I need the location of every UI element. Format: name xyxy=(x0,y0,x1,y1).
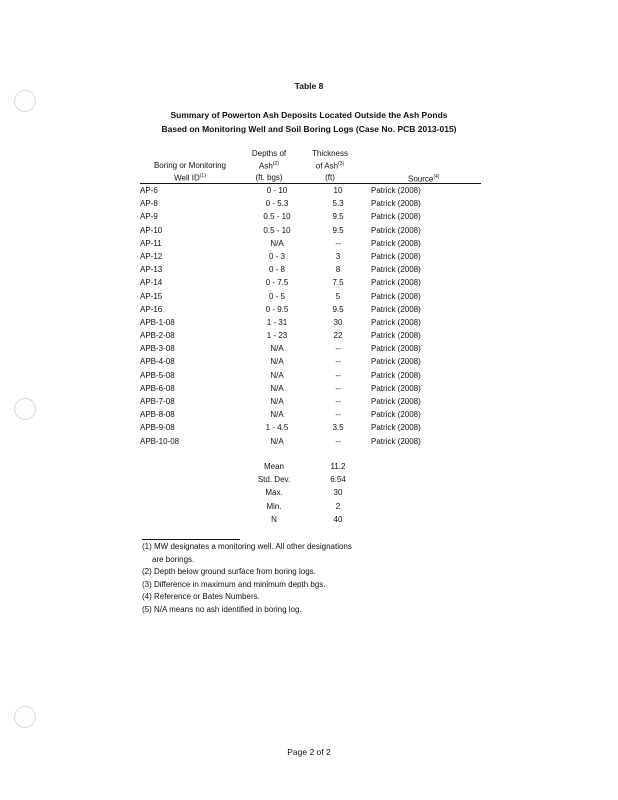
cell-well-id: APB-9-08 xyxy=(140,423,175,433)
header-rule xyxy=(140,183,481,184)
header-thickness-line1: Thickness xyxy=(311,149,348,158)
cell-depth: 0 - 5.3 xyxy=(265,199,289,209)
cell-depth: N/A xyxy=(270,357,284,367)
cell-well-id: APB-7-08 xyxy=(140,397,175,406)
header-depths-line2: Ash$^{(2)}$ xyxy=(259,161,279,171)
cell-source: Patrick (2008) xyxy=(371,265,421,275)
header-boring-id-line1: Boring or Monitoring xyxy=(153,161,227,170)
cell-thickness: 5.3 xyxy=(332,199,344,209)
cell-source: Patrick (2008) xyxy=(371,331,421,341)
cell-depth: 0 - 9.5 xyxy=(265,304,289,314)
cell-depth: N/A xyxy=(270,238,284,248)
table-summary-line-2: Based on Monitoring Well and Soil Boring Logs (Case No. PCB 2013-015) xyxy=(161,124,457,134)
cell-thickness: 3 xyxy=(335,251,341,261)
footnote-1-continued: are borings. xyxy=(152,554,195,564)
cell-depth: 1 - 23 xyxy=(266,331,288,341)
punch-hole-top xyxy=(14,90,36,112)
footnotes xyxy=(142,541,352,616)
cell-well-id: AP-9 xyxy=(140,212,158,222)
cell-depth: N/A xyxy=(270,397,284,406)
cell-thickness: 9.5 xyxy=(332,212,344,222)
cell-source: Patrick (2008) xyxy=(371,225,421,235)
cell-thickness: 8 xyxy=(335,265,341,275)
header-thickness xyxy=(308,148,352,183)
footnote-rule xyxy=(142,539,240,540)
footnote-2: (2) Depth below ground surface from boring logs. xyxy=(142,567,316,576)
stat-value: 30 xyxy=(333,488,343,498)
cell-depth: 0.5 - 10 xyxy=(263,225,291,235)
stat-label: Min. xyxy=(266,501,282,511)
stat-value: 2 xyxy=(335,501,341,511)
cell-thickness: -- xyxy=(335,383,341,393)
cell-well-id: APB-10-08 xyxy=(140,436,180,446)
header-source: Source$^{(4)}$ xyxy=(408,174,440,184)
cell-source: Patrick (2008) xyxy=(371,238,421,248)
header-thickness-line3: (ft) xyxy=(325,172,335,182)
cell-thickness: 22 xyxy=(333,331,343,341)
cell-depth: 0 - 5 xyxy=(268,291,285,301)
cell-well-id: APB-5-08 xyxy=(140,370,175,380)
cell-source: Patrick (2008) xyxy=(371,357,421,367)
cell-source: Patrick (2008) xyxy=(371,186,421,195)
stat-label: Std. Dev. xyxy=(257,475,291,485)
cell-thickness: -- xyxy=(335,436,341,446)
stat-value: 40 xyxy=(333,514,343,524)
cell-source: Patrick (2008) xyxy=(371,410,421,420)
cell-well-id: APB-2-08 xyxy=(140,331,175,341)
stat-label: Max. xyxy=(265,488,283,498)
cell-depth: 0 - 3 xyxy=(268,251,285,261)
cell-source: Patrick (2008) xyxy=(371,199,421,209)
table-number: Table 8 xyxy=(294,81,324,91)
cell-source: Patrick (2008) xyxy=(371,304,421,314)
cell-well-id: AP-15 xyxy=(140,291,163,301)
cell-source: Patrick (2008) xyxy=(371,251,421,261)
cell-thickness: -- xyxy=(335,397,341,406)
header-thickness-line2: of Ash$^{(3)}$ xyxy=(315,161,345,171)
cell-well-id: APB-1-08 xyxy=(140,317,175,327)
cell-depth: 1 - 31 xyxy=(266,317,288,327)
cell-source: Patrick (2008) xyxy=(371,278,421,288)
stat-value: 11.2 xyxy=(330,462,346,471)
stat-value: 6.54 xyxy=(330,475,346,485)
cell-thickness: 9.5 xyxy=(332,225,344,235)
cell-source: Patrick (2008) xyxy=(371,212,421,222)
cell-depth: N/A xyxy=(270,370,284,380)
footnote-4: (4) Reference or Bates Numbers. xyxy=(142,592,260,601)
stat-label: N xyxy=(271,514,277,524)
cell-thickness: -- xyxy=(335,357,341,367)
page-number: Page 2 of 2 xyxy=(287,747,331,757)
header-depths-line1: Depths of xyxy=(251,149,287,158)
cell-well-id: APB-6-08 xyxy=(140,383,175,393)
cell-well-id: AP-11 xyxy=(140,238,162,248)
cell-thickness: 30 xyxy=(333,317,343,327)
cell-well-id: AP-6 xyxy=(140,186,158,195)
cell-well-id: AP-16 xyxy=(140,304,163,314)
table-summary-line-1: Summary of Powerton Ash Deposits Located Outside the Ash Ponds xyxy=(170,110,448,120)
cell-thickness: 5 xyxy=(335,291,341,301)
cell-thickness: 9.5 xyxy=(332,304,344,314)
header-depths-line3: (ft. bgs) xyxy=(255,172,283,182)
cell-thickness: -- xyxy=(335,344,341,354)
cell-source: Patrick (2008) xyxy=(371,370,421,380)
cell-thickness: -- xyxy=(335,410,341,420)
cell-source: Patrick (2008) xyxy=(371,436,421,446)
punch-hole-middle xyxy=(14,398,36,420)
footnote-3: (3) Difference in maximum and minimum depth bgs. xyxy=(142,579,326,589)
cell-depth: 0 - 7.5 xyxy=(265,278,289,288)
header-boring-id-line2: Well ID$^{(1)}$ xyxy=(174,173,206,183)
cell-thickness: 3.5 xyxy=(332,423,344,433)
cell-well-id: AP-8 xyxy=(140,199,158,209)
header-boring-id xyxy=(148,160,232,184)
cell-source: Patrick (2008) xyxy=(371,291,421,301)
cell-well-id: AP-14 xyxy=(140,278,163,288)
cell-well-id: AP-13 xyxy=(140,265,163,275)
cell-depth: N/A xyxy=(270,383,284,393)
cell-depth: 0 - 10 xyxy=(266,186,288,195)
stat-label: Mean xyxy=(263,462,284,471)
cell-depth: N/A xyxy=(270,436,284,446)
punch-hole-bottom xyxy=(14,706,36,728)
cell-source: Patrick (2008) xyxy=(371,317,421,327)
cell-well-id: AP-12 xyxy=(140,251,163,261)
cell-well-id: APB-4-08 xyxy=(140,357,175,367)
footnote-5: (5) N/A means no ash identified in boring log. xyxy=(142,604,302,614)
footnote-1: (1) MW designates a monitoring well. All other designations xyxy=(142,542,352,551)
cell-thickness: 7.5 xyxy=(332,278,344,288)
cell-depth: N/A xyxy=(270,344,284,354)
cell-thickness: -- xyxy=(335,370,341,380)
cell-source: Patrick (2008) xyxy=(371,383,421,393)
cell-source: Patrick (2008) xyxy=(371,344,421,354)
cell-thickness: -- xyxy=(335,238,341,248)
cell-depth: 0.5 - 10 xyxy=(263,212,291,222)
cell-depth: 0 - 8 xyxy=(268,265,285,275)
cell-thickness: 10 xyxy=(333,186,343,195)
header-depths xyxy=(236,148,302,183)
cell-well-id: APB-8-08 xyxy=(140,410,175,420)
cell-well-id: AP-10 xyxy=(140,225,163,235)
cell-well-id: APB-3-08 xyxy=(140,344,175,354)
cell-depth: 1 - 4.5 xyxy=(265,423,289,433)
cell-depth: N/A xyxy=(270,410,284,420)
cell-source: Patrick (2008) xyxy=(371,423,421,433)
cell-source: Patrick (2008) xyxy=(371,397,421,406)
